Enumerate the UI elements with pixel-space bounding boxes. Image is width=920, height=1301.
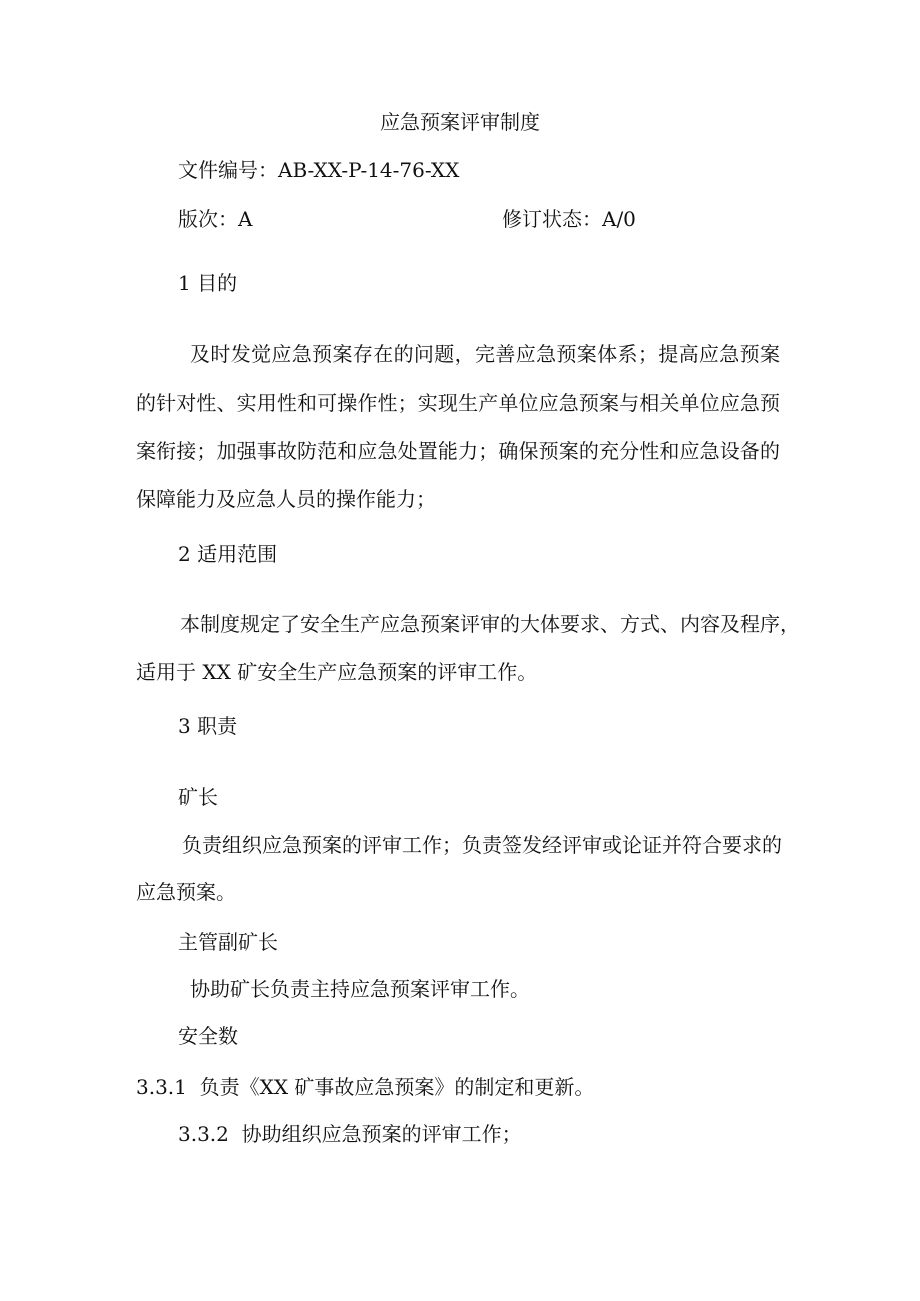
edition: 版次：A <box>178 207 253 231</box>
subsection-label: 矿长 <box>178 785 218 809</box>
list-item: 3.3.1 负责《XX 矿事故应急预案》的制定和更新。 <box>136 1075 595 1099</box>
paragraph-line: 的针对性、实用性和可操作性；实现生产单位应急预案与相关单位应急预 <box>136 391 780 415</box>
paragraph-line: 应急预案。 <box>136 880 236 904</box>
paragraph-line: 保障能力及应急人员的操作能力； <box>136 487 436 511</box>
section-heading: 1 目的 <box>178 271 238 295</box>
list-item: 3.3.2 协助组织应急预案的评审工作； <box>178 1122 522 1146</box>
section-heading: 2 适用范围 <box>178 542 278 566</box>
paragraph-line: 及时发觉应急预案存在的问题，完善应急预案体系；提高应急预案 <box>190 342 780 366</box>
paragraph-line: 案衔接；加强事故防范和应急处置能力；确保预案的充分性和应急设备的 <box>136 439 780 463</box>
section-heading: 3 职责 <box>178 714 238 738</box>
paragraph-line: 适用于 XX 矿安全生产应急预案的评审工作。 <box>136 660 538 684</box>
paragraph-line: 协助矿长负责主持应急预案评审工作。 <box>190 977 530 1001</box>
revision-status: 修订状态：A/0 <box>502 207 636 231</box>
paragraph-line: 负责组织应急预案的评审工作；负责签发经评审或论证并符合要求的 <box>182 833 782 857</box>
file-number: 文件编号：AB-XX-P-14-76-XX <box>178 158 460 182</box>
subsection-label: 安全数 <box>178 1024 238 1048</box>
document-title: 应急预案评审制度 <box>380 110 540 134</box>
paragraph-line: 本制度规定了安全生产应急预案评审的大体要求、方式、内容及程序， <box>180 612 800 636</box>
subsection-label: 主管副矿长 <box>178 930 278 954</box>
